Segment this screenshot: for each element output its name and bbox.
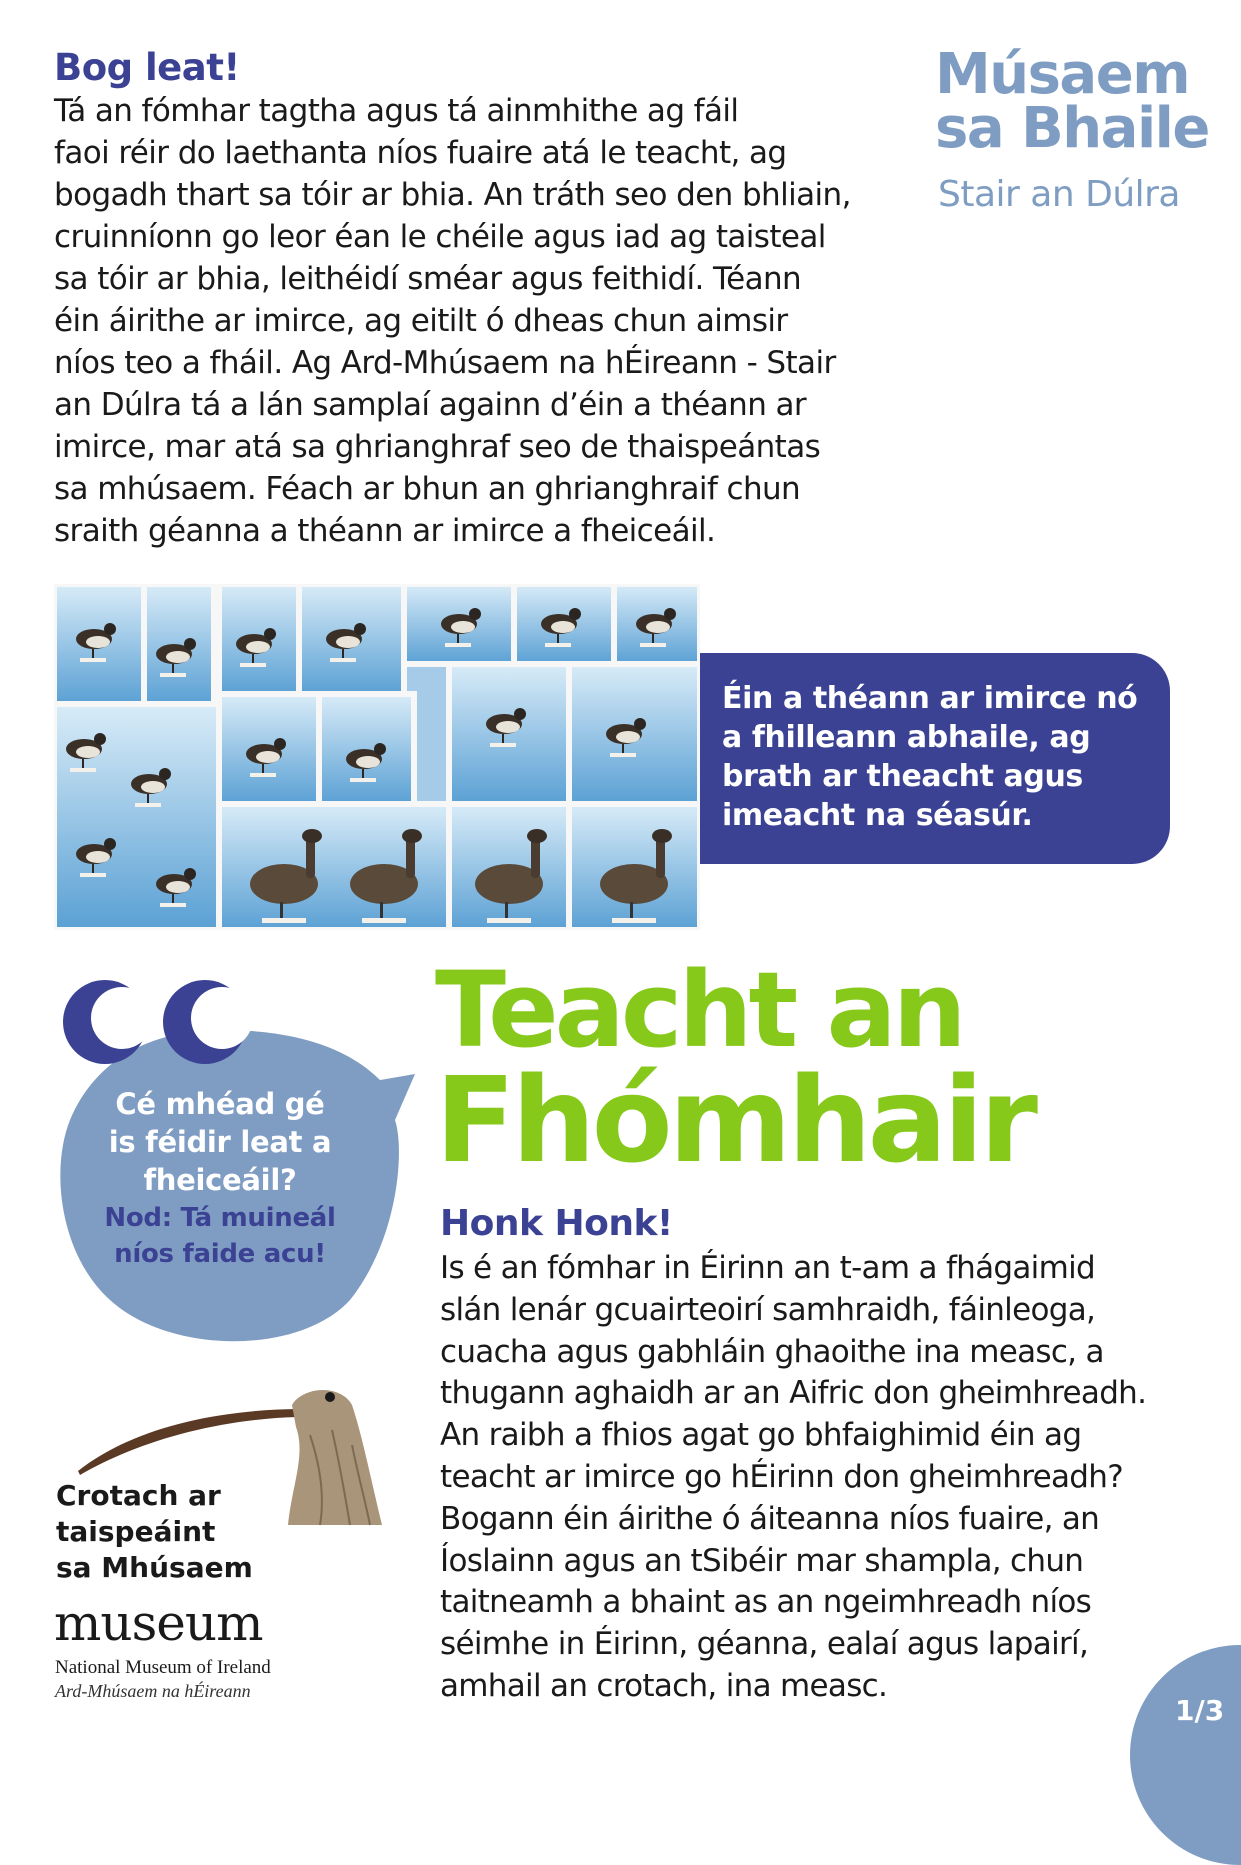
bird-cases-illustration [54,584,700,930]
photo-caption-text: Éin a théann ar imirce nó a fhilleann abhaile, ag brath ar theacht agus imeacht na séasúr. [722,681,1138,833]
curlew-caption: Crotach ar taispeáint sa Mhúsaem [56,1479,253,1584]
main-title-line1: Teacht an [435,949,963,1071]
brand-subtitle: Stair an Dúlra [938,174,1180,215]
bubble-hint: Nod: Tá muineál níos faide acu! [104,1203,336,1269]
intro-body-text: Tá an fómhar tagtha agus tá ainmhithe ag fáil faoi réir do laethanta níos fuaire atá le teacht, ag bogadh thart sa tóir ar bhia. An tráth seo den bhliain, cruinníonn go leor éan le chéile agus iad ag taisteal sa tóir ar bhia, leithéidí sméar agus feithidí. Téann éin áirithe ar imirce, ag eitilt ó dheas chun aimsir níos teo a fháil. Ag Ard-Mhúsaem na hÉireann - Stair an Dúlra tá a lán samplaí againn d’éin a théann ar imirce, mar atá sa ghrianghraf seo de thaispeántas sa mhúsaem. Féach ar bhun an ghrianghraif chun sraith géanna a théann ar imirce a fheiceáil. [54,93,851,549]
intro-heading: Bog leat! [54,46,240,89]
bird-display-photo [54,584,700,930]
honk-body-text: Is é an fómhar in Éirinn an t-am a fhágaimid slán lenár gcuairteoirí samhraidh, fáinleoga, cuacha agus gabhláin ghaoithe ina measc, a thugann aghaidh ar an Aifric don gheimhreadh. An raibh a fhios agat go bhfaighimid éin ag teacht ar imirce go hÉirinn don gheimhreadh? Bogann éin áirithe ó áiteanna níos fuaire, an Íoslainn agus an tSibéir mar shampla, chun taitneamh a bhaint as an ngeimhreadh níos séimhe in Éirinn, géanna, ealaí agus lapairí, amhail an crotach, ina measc. [440,1250,1147,1704]
photo-caption-box [700,653,1170,864]
page-number: 1/3 [1175,1694,1225,1727]
museum-logo-line1: National Museum of Ireland [55,1657,271,1678]
main-title-line2: Fhómhair [435,1051,1034,1189]
bubble-question: Cé mhéad gé is féidir leat a fheiceáil? [108,1087,332,1197]
honk-heading: Honk Honk! [440,1203,673,1244]
museum-logo-line2: Ard-Mhúsaem na hÉireann [55,1681,251,1701]
museum-logo-wordmark: museum [54,1594,263,1652]
brand-title: Músaem sa Bhaile [935,42,1209,161]
